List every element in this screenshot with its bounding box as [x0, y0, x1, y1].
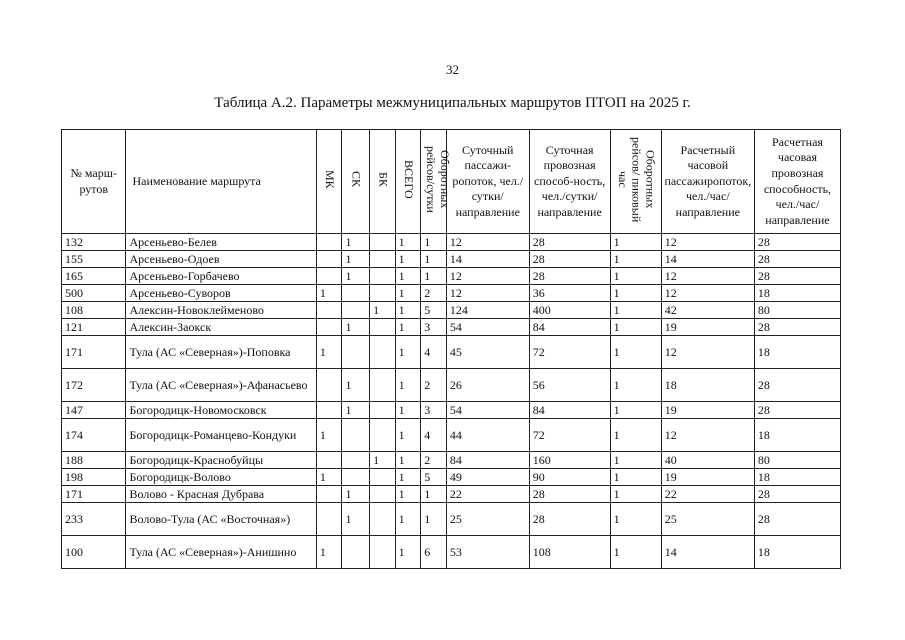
- cell-turns-peak: 1: [610, 336, 661, 369]
- cell-turns-peak: 1: [610, 419, 661, 452]
- cell-sk: [342, 419, 370, 452]
- cell-hourly-flow: 19: [661, 469, 754, 486]
- cell-hourly-capacity: 28: [754, 503, 840, 536]
- header-bk-label: БК: [376, 171, 391, 187]
- table-row: [62, 452, 841, 469]
- header-turns-per-day: [421, 130, 452, 234]
- cell-turns-peak: 1: [610, 319, 661, 336]
- cell-bk: [370, 469, 396, 486]
- cell-turns-per-day: 1: [421, 234, 447, 251]
- cell-daily-capacity: 36: [529, 285, 610, 302]
- header-hourly-flow: Расчетный часовой пассажиропоток, чел./час/ направление: [661, 130, 754, 234]
- cell-route-name: Алексин-Новоклейменово: [126, 302, 316, 319]
- cell-total: 1: [395, 268, 421, 285]
- header-bk: [370, 130, 396, 234]
- cell-turns-per-day: 6: [421, 536, 447, 569]
- header-turns-peak-label: Оборотных рейсов/ пиковый час: [615, 136, 658, 222]
- cell-mk: [316, 251, 342, 268]
- cell-daily-flow: 124: [446, 302, 529, 319]
- cell-turns-per-day: 1: [421, 251, 447, 268]
- cell-bk: 1: [370, 452, 396, 469]
- cell-hourly-capacity: 18: [754, 285, 840, 302]
- cell-hourly-flow: 12: [661, 336, 754, 369]
- cell-hourly-flow: 42: [661, 302, 754, 319]
- cell-hourly-capacity: 28: [754, 402, 840, 419]
- cell-daily-flow: 45: [446, 336, 529, 369]
- cell-daily-capacity: 84: [529, 402, 610, 419]
- cell-daily-flow: 54: [446, 402, 529, 419]
- cell-route-no: 165: [62, 268, 126, 285]
- cell-hourly-flow: 12: [661, 268, 754, 285]
- cell-route-no: 155: [62, 251, 126, 268]
- cell-mk: 1: [316, 469, 342, 486]
- cell-mk: 1: [316, 419, 342, 452]
- cell-route-name: Арсеньево-Горбачево: [126, 268, 316, 285]
- table-body: [62, 234, 841, 569]
- cell-hourly-capacity: 28: [754, 486, 840, 503]
- cell-route-no: 171: [62, 336, 126, 369]
- cell-turns-peak: 1: [610, 536, 661, 569]
- cell-mk: [316, 402, 342, 419]
- cell-daily-flow: 54: [446, 319, 529, 336]
- table-row: [62, 369, 841, 402]
- table-row: [62, 234, 841, 251]
- cell-total: 1: [395, 234, 421, 251]
- cell-hourly-flow: 12: [661, 419, 754, 452]
- cell-route-name: Тула (АС «Северная»)-Поповка: [126, 336, 316, 369]
- page-number: 32: [446, 62, 459, 77]
- cell-mk: [316, 503, 342, 536]
- header-row: [62, 130, 841, 234]
- cell-daily-capacity: 28: [529, 268, 610, 285]
- cell-route-no: 108: [62, 302, 126, 319]
- table-row: [62, 402, 841, 419]
- cell-total: 1: [395, 486, 421, 503]
- cell-turns-per-day: 1: [421, 486, 447, 503]
- cell-bk: [370, 234, 396, 251]
- cell-turns-per-day: 3: [421, 319, 447, 336]
- cell-sk: [342, 302, 370, 319]
- cell-daily-flow: 49: [446, 469, 529, 486]
- cell-bk: [370, 419, 396, 452]
- cell-turns-per-day: 2: [421, 452, 447, 469]
- cell-route-name: Арсеньево-Суворов: [126, 285, 316, 302]
- cell-route-name: Алексин-Заокск: [126, 319, 316, 336]
- cell-route-no: 198: [62, 469, 126, 486]
- cell-daily-capacity: 28: [529, 486, 610, 503]
- cell-total: 1: [395, 285, 421, 302]
- cell-daily-capacity: 28: [529, 503, 610, 536]
- cell-route-name: Богородицк-Романцево-Кондуки: [126, 419, 316, 452]
- cell-hourly-capacity: 18: [754, 419, 840, 452]
- cell-turns-peak: 1: [610, 234, 661, 251]
- cell-daily-capacity: 160: [529, 452, 610, 469]
- cell-turns-per-day: 5: [421, 469, 447, 486]
- cell-daily-capacity: 72: [529, 419, 610, 452]
- header-route-name: Наименование маршрута: [126, 130, 316, 234]
- cell-turns-per-day: 1: [421, 268, 447, 285]
- cell-total: 1: [395, 369, 421, 402]
- header-total: [395, 130, 421, 234]
- cell-hourly-capacity: 18: [754, 536, 840, 569]
- cell-route-name: Богородицк-Волово: [126, 469, 316, 486]
- cell-sk: [342, 285, 370, 302]
- cell-route-name: Волово - Красная Дубрава: [126, 486, 316, 503]
- cell-hourly-flow: 12: [661, 285, 754, 302]
- cell-hourly-flow: 40: [661, 452, 754, 469]
- table-row: [62, 503, 841, 536]
- table-row: [62, 285, 841, 302]
- cell-hourly-capacity: 80: [754, 452, 840, 469]
- cell-hourly-flow: 22: [661, 486, 754, 503]
- cell-total: 1: [395, 536, 421, 569]
- cell-route-name: Арсеньево-Белев: [126, 234, 316, 251]
- header-turns-per-day-label: Оборотных рейсов/сутки: [424, 145, 452, 213]
- cell-mk: 1: [316, 285, 342, 302]
- cell-hourly-capacity: 18: [754, 336, 840, 369]
- table-caption: Таблица А.2. Параметры межмуниципальных маршрутов ПТОП на 2025 г.: [214, 95, 691, 111]
- header-hourly-capacity: Расчетная часовая провозная способность, чел./час/ направление: [754, 130, 840, 234]
- cell-total: 1: [395, 251, 421, 268]
- cell-route-name: Богородицк-Новомосковск: [126, 402, 316, 419]
- cell-route-name: Тула (АС «Северная»)-Афанасьево: [126, 369, 316, 402]
- cell-turns-peak: 1: [610, 251, 661, 268]
- cell-daily-capacity: 72: [529, 336, 610, 369]
- cell-hourly-flow: 18: [661, 369, 754, 402]
- cell-mk: [316, 319, 342, 336]
- cell-bk: [370, 536, 396, 569]
- cell-daily-capacity: 400: [529, 302, 610, 319]
- cell-mk: [316, 486, 342, 503]
- cell-bk: [370, 402, 396, 419]
- cell-turns-peak: 1: [610, 369, 661, 402]
- cell-daily-flow: 26: [446, 369, 529, 402]
- table-row: [62, 302, 841, 319]
- cell-bk: [370, 486, 396, 503]
- cell-route-name: Богородицк-Краснобуйцы: [126, 452, 316, 469]
- cell-sk: 1: [342, 402, 370, 419]
- cell-sk: [342, 452, 370, 469]
- cell-mk: [316, 268, 342, 285]
- cell-turns-per-day: 4: [421, 419, 447, 452]
- cell-hourly-flow: 19: [661, 319, 754, 336]
- cell-hourly-flow: 19: [661, 402, 754, 419]
- cell-daily-flow: 53: [446, 536, 529, 569]
- cell-daily-capacity: 56: [529, 369, 610, 402]
- header-mk: [316, 130, 342, 234]
- cell-daily-flow: 44: [446, 419, 529, 452]
- header-sk-label: СК: [349, 171, 364, 188]
- cell-hourly-capacity: 28: [754, 319, 840, 336]
- table-row: [62, 268, 841, 285]
- cell-daily-capacity: 28: [529, 234, 610, 251]
- cell-total: 1: [395, 336, 421, 369]
- cell-turns-peak: 1: [610, 486, 661, 503]
- cell-bk: [370, 319, 396, 336]
- cell-total: 1: [395, 319, 421, 336]
- cell-route-no: 174: [62, 419, 126, 452]
- cell-route-name: Арсеньево-Одоев: [126, 251, 316, 268]
- table-row: [62, 536, 841, 569]
- cell-turns-peak: 1: [610, 452, 661, 469]
- header-route-no: № марш-рутов: [62, 130, 126, 234]
- cell-daily-flow: 12: [446, 234, 529, 251]
- cell-turns-per-day: 5: [421, 302, 447, 319]
- header-daily-capacity: Суточная провозная способ-ность, чел./сутки/ направление: [529, 130, 610, 234]
- cell-daily-flow: 12: [446, 285, 529, 302]
- table-row: [62, 419, 841, 452]
- cell-daily-capacity: 84: [529, 319, 610, 336]
- cell-bk: [370, 503, 396, 536]
- header-mk-label: МК: [323, 169, 338, 189]
- table-row: [62, 251, 841, 268]
- cell-hourly-flow: 25: [661, 503, 754, 536]
- cell-daily-flow: 25: [446, 503, 529, 536]
- table-row: [62, 336, 841, 369]
- cell-route-no: 500: [62, 285, 126, 302]
- cell-hourly-capacity: 28: [754, 268, 840, 285]
- cell-route-name: Волово-Тула (АС «Восточная»): [126, 503, 316, 536]
- cell-turns-peak: 1: [610, 302, 661, 319]
- header-daily-flow: Суточный пассажи-ропоток, чел./сутки/ направление: [446, 130, 529, 234]
- cell-bk: [370, 336, 396, 369]
- cell-route-no: 121: [62, 319, 126, 336]
- cell-bk: [370, 285, 396, 302]
- cell-route-no: 171: [62, 486, 126, 503]
- cell-turns-per-day: 4: [421, 336, 447, 369]
- cell-sk: 1: [342, 319, 370, 336]
- cell-route-no: 233: [62, 503, 126, 536]
- cell-sk: 1: [342, 369, 370, 402]
- cell-daily-capacity: 108: [529, 536, 610, 569]
- table-row: [62, 469, 841, 486]
- cell-sk: 1: [342, 503, 370, 536]
- cell-daily-capacity: 28: [529, 251, 610, 268]
- cell-bk: [370, 268, 396, 285]
- cell-turns-peak: 1: [610, 503, 661, 536]
- header-sk: [342, 130, 370, 234]
- cell-route-no: 188: [62, 452, 126, 469]
- cell-hourly-capacity: 28: [754, 369, 840, 402]
- cell-route-no: 132: [62, 234, 126, 251]
- cell-sk: 1: [342, 251, 370, 268]
- cell-hourly-capacity: 28: [754, 251, 840, 268]
- routes-table: [61, 129, 841, 569]
- cell-mk: [316, 452, 342, 469]
- cell-route-no: 147: [62, 402, 126, 419]
- cell-total: 1: [395, 469, 421, 486]
- cell-daily-flow: 14: [446, 251, 529, 268]
- cell-mk: [316, 234, 342, 251]
- table-row: [62, 486, 841, 503]
- cell-hourly-flow: 12: [661, 234, 754, 251]
- table-row: [62, 319, 841, 336]
- cell-bk: [370, 251, 396, 268]
- cell-hourly-capacity: 80: [754, 302, 840, 319]
- cell-total: 1: [395, 419, 421, 452]
- cell-daily-flow: 22: [446, 486, 529, 503]
- cell-sk: 1: [342, 234, 370, 251]
- header-turns-peak: [610, 130, 661, 234]
- cell-hourly-flow: 14: [661, 251, 754, 268]
- cell-turns-per-day: 1: [421, 503, 447, 536]
- cell-bk: [370, 369, 396, 402]
- cell-total: 1: [395, 402, 421, 419]
- cell-turns-peak: 1: [610, 285, 661, 302]
- cell-turns-peak: 1: [610, 469, 661, 486]
- cell-sk: [342, 336, 370, 369]
- cell-turns-per-day: 2: [421, 285, 447, 302]
- cell-sk: [342, 469, 370, 486]
- cell-mk: [316, 302, 342, 319]
- cell-daily-flow: 84: [446, 452, 529, 469]
- cell-mk: [316, 369, 342, 402]
- cell-turns-per-day: 3: [421, 402, 447, 419]
- cell-total: 1: [395, 452, 421, 469]
- cell-daily-capacity: 90: [529, 469, 610, 486]
- cell-sk: 1: [342, 486, 370, 503]
- cell-turns-per-day: 2: [421, 369, 447, 402]
- cell-route-name: Тула (АС «Северная»)-Анишино: [126, 536, 316, 569]
- cell-sk: 1: [342, 268, 370, 285]
- cell-route-no: 100: [62, 536, 126, 569]
- cell-mk: 1: [316, 336, 342, 369]
- cell-total: 1: [395, 503, 421, 536]
- cell-daily-flow: 12: [446, 268, 529, 285]
- cell-hourly-flow: 14: [661, 536, 754, 569]
- cell-turns-peak: 1: [610, 268, 661, 285]
- cell-hourly-capacity: 28: [754, 234, 840, 251]
- cell-turns-peak: 1: [610, 402, 661, 419]
- cell-total: 1: [395, 302, 421, 319]
- header-total-label: ВСЕГО: [401, 159, 416, 199]
- cell-bk: 1: [370, 302, 396, 319]
- cell-mk: 1: [316, 536, 342, 569]
- cell-sk: [342, 536, 370, 569]
- cell-route-no: 172: [62, 369, 126, 402]
- cell-hourly-capacity: 18: [754, 469, 840, 486]
